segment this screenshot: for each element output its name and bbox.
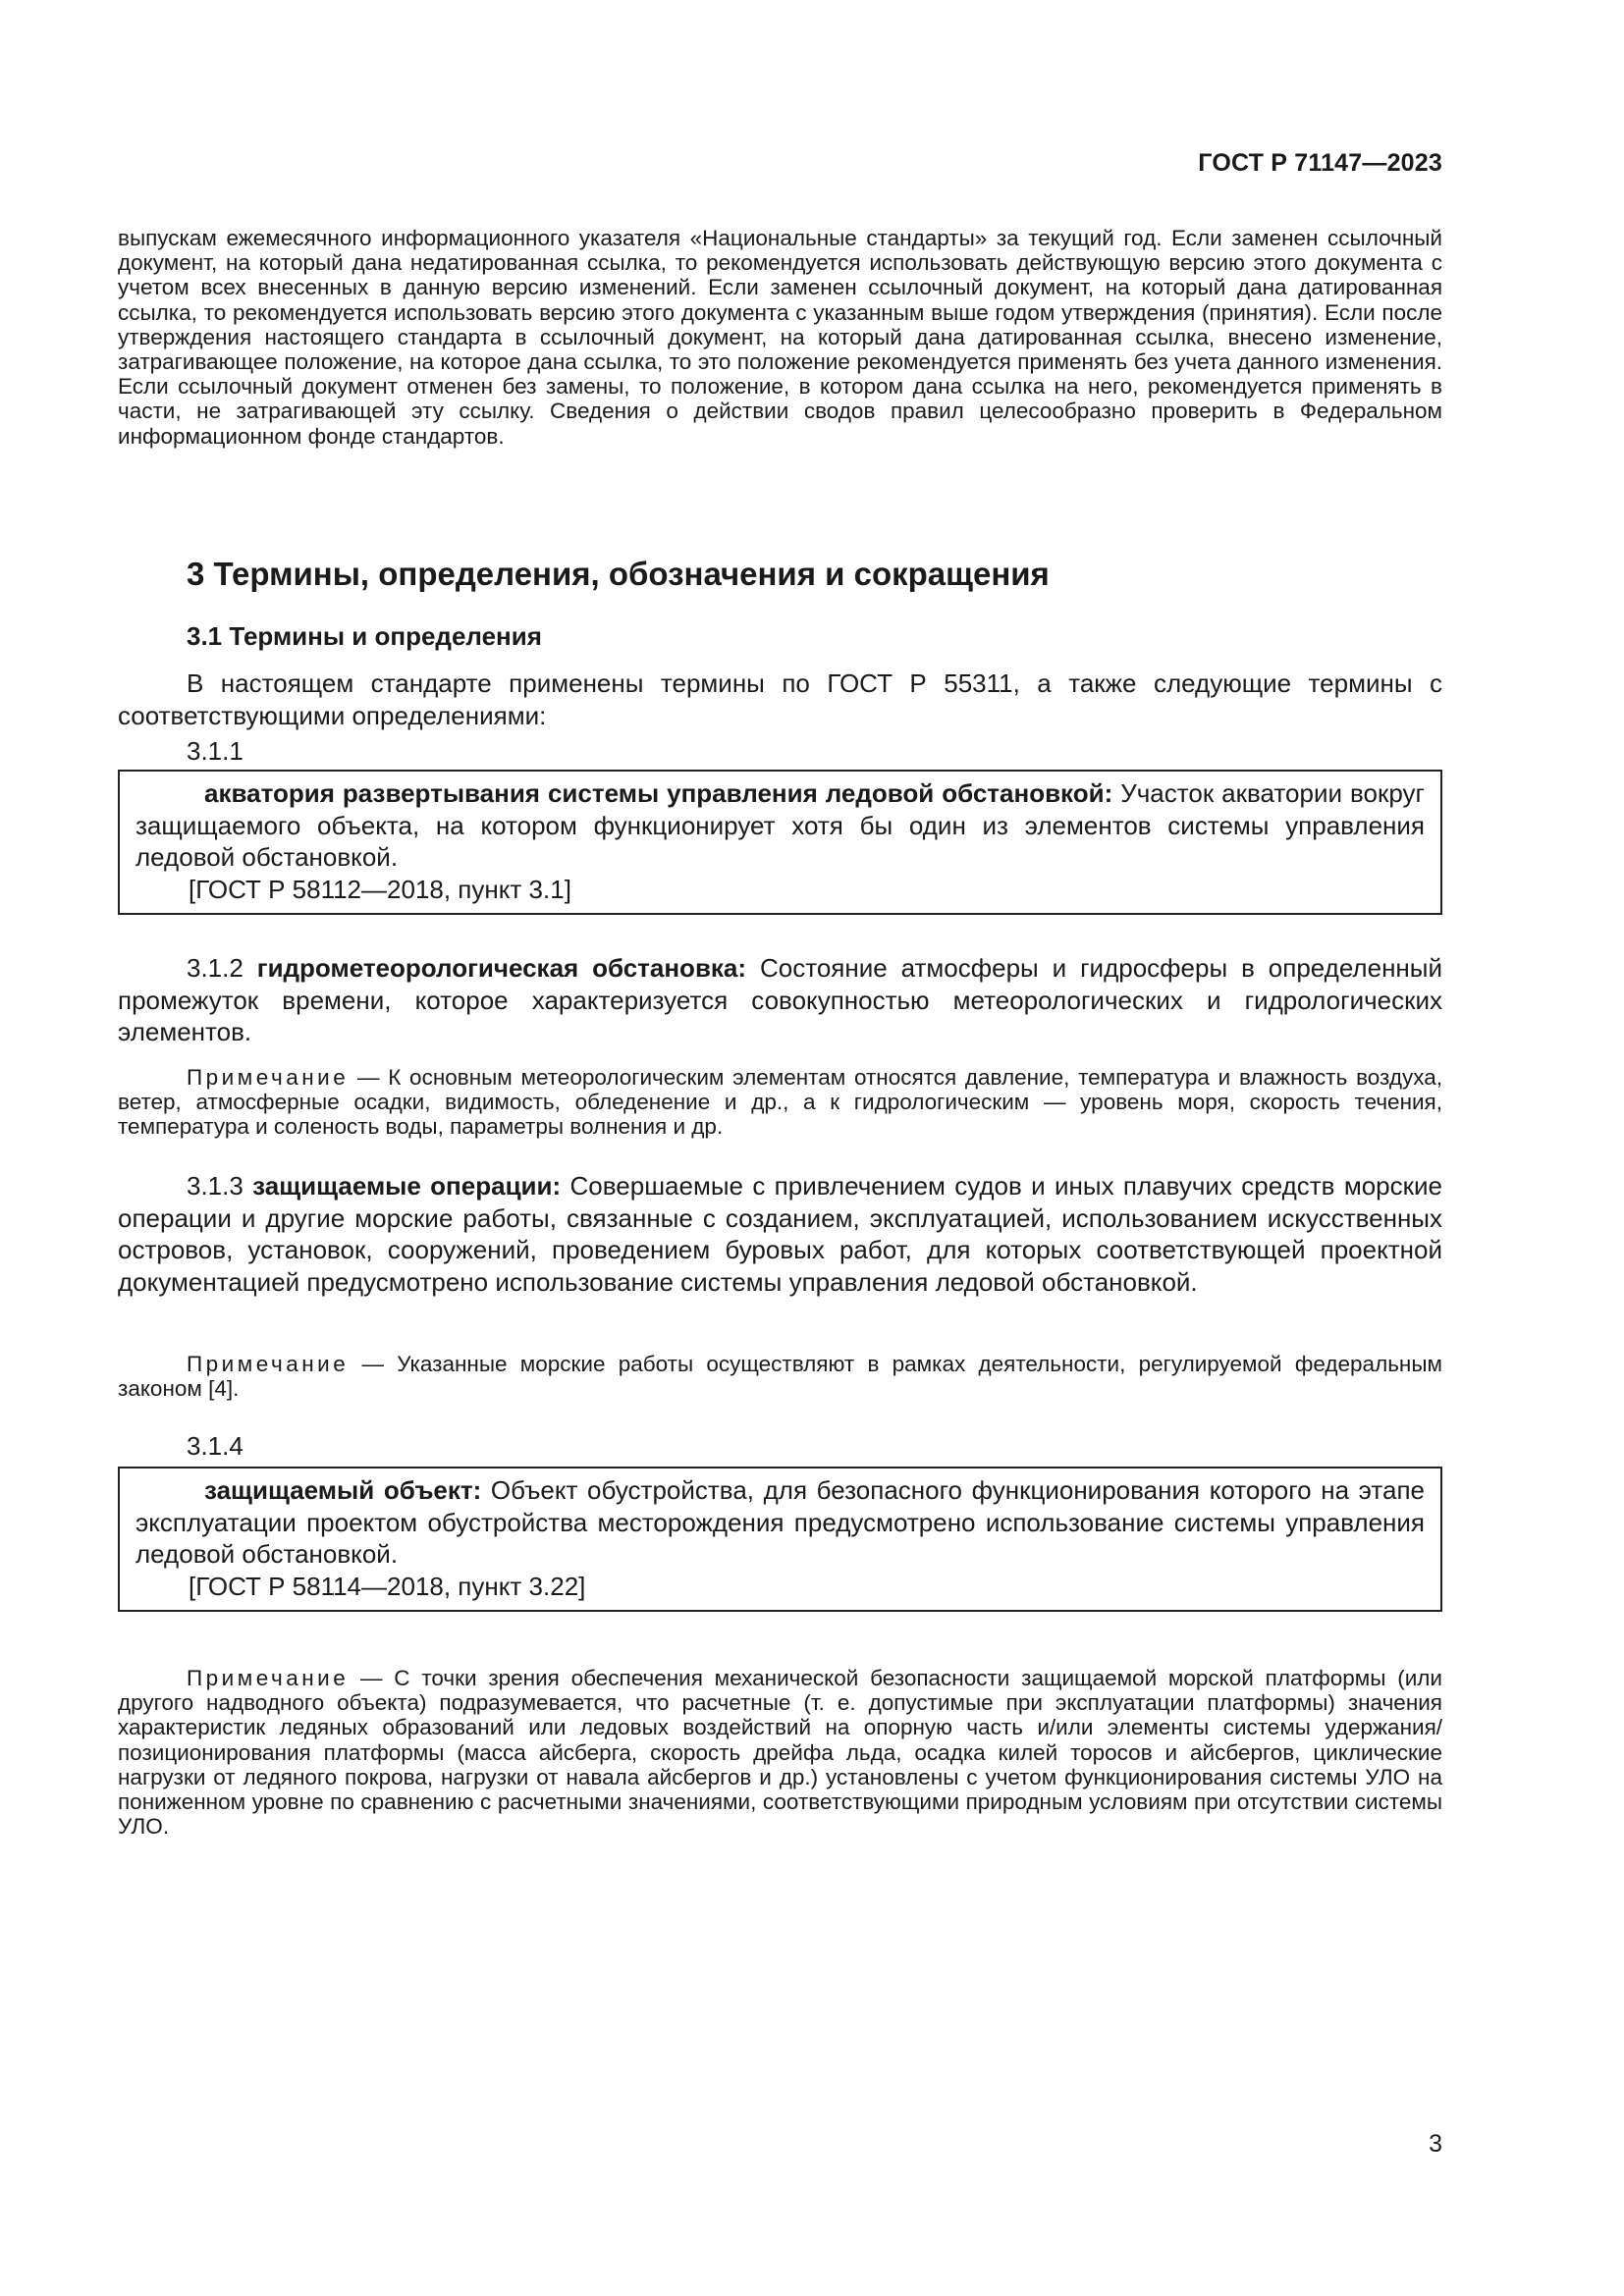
subsection-title: 3.1 Термины и определения xyxy=(187,621,542,651)
note-label: Примечание xyxy=(187,1065,350,1090)
term-name-3-1-3: защищаемые операции: xyxy=(252,1171,562,1201)
term-number-3-1-2: 3.1.2 xyxy=(187,953,257,983)
term-number-3-1-4: 3.1.4 xyxy=(187,1431,244,1461)
note-text: — Указанные морские работы осуществляют в рамках деятельности, регулируемой федеральным законом [4]. xyxy=(118,1352,1442,1402)
term-entry-3-1-1 xyxy=(135,777,1425,874)
term-entry-3-1-4 xyxy=(135,1474,1425,1571)
term-note-3-1-3 xyxy=(118,1352,1442,1401)
note-label: Примечание xyxy=(187,1666,350,1690)
term-definition-3-1-2: Состояние атмосферы и гидросферы в определенный промежуток времени, которое характеризуется совокупностью метеорологических и гидрологических элементов. xyxy=(118,953,1442,1046)
term-box-3-1-4 xyxy=(118,1467,1442,1612)
section-title: 3 Термины, определения, обозначения и сокращения xyxy=(187,556,1050,592)
term-entry-3-1-3 xyxy=(118,1170,1442,1298)
term-name-3-1-1: акватория развертывания системы управления ледовой обстановкой: xyxy=(204,778,1113,808)
term-number-3-1-3: 3.1.3 xyxy=(187,1171,253,1201)
term-definition-3-1-4: Объект обустройства, для безопасного функционирования которого на этапе эксплуатации проектом обустройства месторождения предусмотрено использование системы управления ледовой обстановкой. xyxy=(135,1475,1425,1569)
section-lead: В настоящем стандарте применены термины по ГОСТ Р 55311, а также следующие термины с соответствующими определениями: xyxy=(118,668,1442,730)
term-box-3-1-1 xyxy=(118,770,1442,915)
term-definition-3-1-1: Участок акватории вокруг защищаемого объекта, на котором функционирует хотя бы один из элементов системы управления ледовой обстановкой. xyxy=(135,778,1425,872)
note-text: — К основным метеорологическим элементам относятся давление, температура и влажность воздуха, ветер, атмосферные осадки, видимость, обледенение и др., а к гидрологическим — уровень моря, скорость течения, температура и соленость воды, параметры волнения и др. xyxy=(118,1065,1442,1140)
term-number-3-1-1: 3.1.1 xyxy=(187,736,244,766)
note-text: — С точки зрения обеспечения механической безопасности защищаемой морской платформы (или другого надводного объекта) подразумевается, что расчетные (т. е. допустимые при эксплуатации платформы) значения характеристик ледяных образований или ледовых воздействий на опорную часть и/или элементы системы удержания/позиционирования платформы (масса айсберга, скорость дрейфа льда, осадка килей торосов и айсбергов, циклические нагрузки от ледяного покрова, нагрузки от навала айсбергов и др.) установлены с учетом функционирования системы УЛО на пониженном уровне по сравнению с расчетными значениями, соответствующими природным условиям при отсутствии системы УЛО. xyxy=(118,1666,1442,1840)
term-name-3-1-2: гидрометеорологическая обстановка: xyxy=(256,953,747,983)
term-definition-3-1-3: Совершаемые с привлечением судов и иных плавучих средств морские операции и другие морские работы, связанные с созданием, эксплуатацией, использованием искусственных островов, установок, сооружений, проведением буровых работ, для которых соответствующей проектной документацией предусмотрено использование системы управления ледовой обстановкой. xyxy=(118,1171,1442,1297)
term-note-3-1-2 xyxy=(118,1065,1442,1140)
term-name-3-1-4: защищаемый объект: xyxy=(204,1475,482,1505)
term-source-3-1-4: [ГОСТ Р 58114—2018, пункт 3.22] xyxy=(189,1571,586,1601)
standard-code: ГОСТ Р 71147—2023 xyxy=(1198,149,1442,177)
note-label: Примечание xyxy=(187,1352,350,1376)
intro-paragraph: выпускам ежемесячного информационного указателя «Национальные стандарты» за текущий год. Если заменен ссылочный документ, на который дана недатированная ссылка, то рекомендуется использовать действующую версию этого документа с учетом всех внесенных в данную версию изменений. Если заменен ссылочный документ, на который дана датированная ссылка, то рекомендуется использовать версию этого документа с указанным выше годом утверждения (принятия). Если после утверждения настоящего стандарта в ссылочный документ, на который дана датированная ссылка, внесено изменение, затрагивающее положение, на которое дана ссылка, то это положение рекомендуется применять без учета данного изменения. Если ссылочный документ отменен без замены, то положение, в котором дана ссылка на него, рекомендуется применять в части, не затрагивающей эту ссылку. Сведения о действии сводов правил целесообразно проверить в Федеральном информационном фонде стандартов. xyxy=(118,226,1442,449)
term-note-3-1-4 xyxy=(118,1666,1442,1839)
term-entry-3-1-2 xyxy=(118,952,1442,1048)
page-number: 3 xyxy=(1429,2130,1442,2158)
term-source-3-1-1: [ГОСТ Р 58112—2018, пункт 3.1] xyxy=(189,874,571,904)
